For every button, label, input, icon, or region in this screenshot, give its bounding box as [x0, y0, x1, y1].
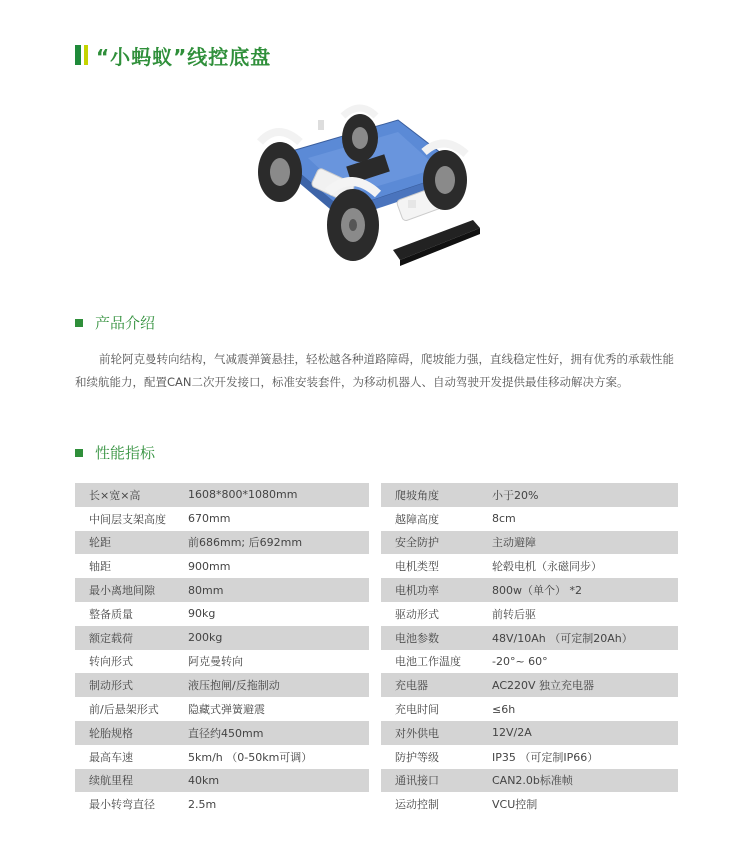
spec-label: 安全防护 — [395, 536, 439, 550]
table-row — [75, 483, 678, 507]
spec-label: 续航里程 — [89, 774, 133, 788]
spec-value: ≤6h — [492, 702, 516, 716]
spec-table — [75, 483, 678, 816]
spec-label: 最小转弯直径 — [89, 798, 155, 812]
spec-value: 80mm — [188, 583, 224, 597]
page-title: “小蚂蚁”线控底盘 — [96, 44, 272, 69]
table-row — [75, 602, 678, 626]
spec-label: 电池参数 — [395, 631, 439, 645]
spec-label: 充电时间 — [395, 703, 439, 717]
section-marker-icon — [75, 449, 83, 457]
spec-value: 阿克曼转向 — [188, 655, 243, 669]
spec-value: 前686mm; 后692mm — [188, 536, 303, 550]
spec-value: 200kg — [188, 631, 223, 645]
table-row — [75, 531, 678, 555]
spec-label: 前/后悬架形式 — [89, 703, 159, 717]
table-row — [75, 554, 678, 578]
spec-label: 长×宽×高 — [89, 488, 141, 502]
spec-label: 电机类型 — [395, 560, 439, 574]
spec-section-header — [75, 442, 155, 463]
intro-paragraph: 前轮阿克曼转向结构，气减震弹簧悬挂，轻松越各种道路障碍，爬坡能力强，直线稳定性好，拥有优秀的承载性能和续航能力，配置CAN二次开发接口，标准安装套件，为移动机器人、自动驾驶开发提供最佳移动解决方案。 — [75, 352, 674, 389]
spec-value: 隐藏式弹簧避震 — [188, 703, 265, 717]
spec-label: 额定载荷 — [89, 631, 133, 645]
spec-value: 8cm — [492, 512, 516, 526]
spec-section-title: 性能指标 — [95, 444, 156, 462]
spec-value: 90kg — [188, 607, 216, 621]
spec-value: 48V/10Ah （可定制20Ah） — [492, 631, 633, 645]
spec-value: 小于20% — [492, 488, 539, 502]
spec-label: 对外供电 — [395, 726, 439, 740]
spec-label: 充电器 — [395, 679, 428, 693]
title-accent-bar-yellow — [84, 45, 88, 65]
table-row — [75, 769, 678, 793]
spec-label: 整备质量 — [89, 607, 133, 621]
spec-value: 40km — [188, 773, 220, 787]
spec-label: 运动控制 — [395, 798, 439, 812]
table-row — [75, 673, 678, 697]
spec-label: 最高车速 — [89, 750, 133, 764]
spec-value: 12V/2A — [492, 726, 532, 740]
spec-value: 轮毂电机（永磁同步） — [492, 560, 602, 574]
spec-label: 越障高度 — [395, 512, 439, 526]
spec-value: 2.5m — [188, 797, 217, 811]
spec-label: 中间层支架高度 — [89, 512, 166, 526]
section-marker-icon — [75, 319, 83, 327]
table-row — [75, 626, 678, 650]
intro-section-title: 产品介绍 — [95, 314, 156, 332]
spec-label: 电池工作温度 — [395, 655, 461, 669]
spec-value: 直径约450mm — [188, 726, 264, 740]
spec-value: -20°~ 60° — [492, 654, 548, 668]
spec-value: CAN2.0b标准帧 — [492, 774, 573, 788]
spec-value: VCU控制 — [492, 798, 538, 812]
spec-label: 防护等级 — [395, 750, 439, 764]
spec-label: 驱动形式 — [395, 607, 439, 621]
spec-value: 前转后驱 — [492, 607, 536, 621]
table-row — [75, 697, 678, 721]
spec-label: 转向形式 — [89, 655, 133, 669]
table-row — [75, 507, 678, 531]
spec-value: AC220V 独立充电器 — [492, 679, 595, 693]
spec-value: IP35 （可定制IP66） — [492, 750, 599, 764]
table-row — [75, 578, 678, 602]
spec-value: 800w（单个） *2 — [492, 584, 582, 598]
spec-value: 900mm — [188, 559, 231, 573]
page-header — [75, 40, 271, 70]
intro-section-header — [75, 312, 155, 333]
spec-value: 液压抱闸/反拖制动 — [188, 679, 280, 693]
spec-value: 670mm — [188, 512, 231, 526]
chassis-product-image — [248, 100, 488, 285]
spec-label: 制动形式 — [89, 679, 133, 693]
table-row — [75, 792, 678, 816]
spec-value: 主动避障 — [492, 536, 536, 550]
table-row — [75, 650, 678, 674]
spec-value: 5km/h （0-50km可调） — [188, 750, 313, 764]
spec-label: 通讯接口 — [395, 774, 439, 788]
spec-label: 电机功率 — [395, 584, 439, 598]
spec-label: 轮距 — [89, 536, 111, 550]
spec-label: 轴距 — [89, 560, 111, 574]
spec-value: 1608*800*1080mm — [188, 488, 298, 502]
spec-label: 爬坡角度 — [395, 488, 439, 502]
table-row — [75, 745, 678, 769]
spec-label: 轮胎规格 — [89, 726, 133, 740]
table-row — [75, 721, 678, 745]
title-accent-bar — [75, 45, 81, 65]
spec-label: 最小离地间隙 — [89, 584, 155, 598]
